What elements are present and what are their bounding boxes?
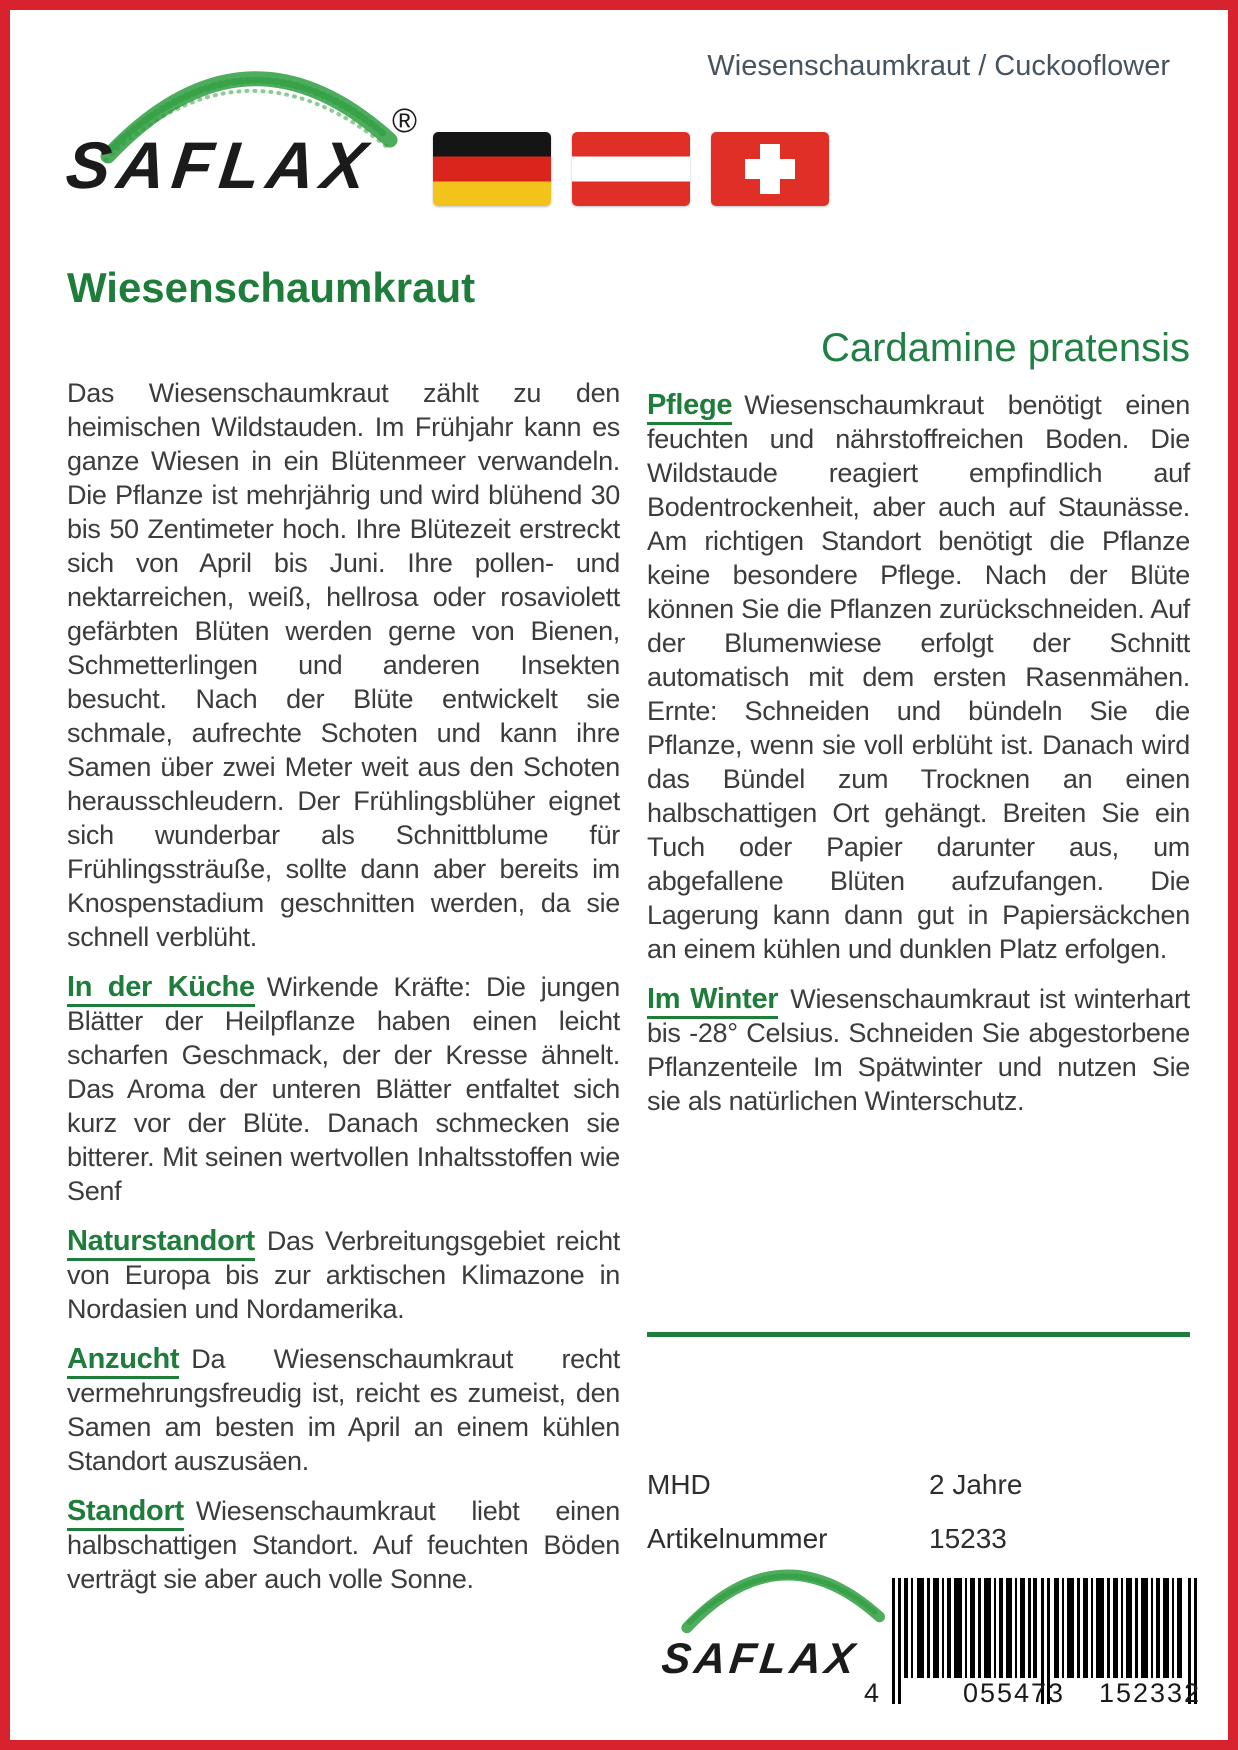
swiss-cross-horizontal: [745, 159, 795, 179]
section-text: Das Verbreitungsgebiet reicht von Europa bis zur arktischen Klimazone in Nordasien und Nordamerika.: [67, 1226, 620, 1324]
section-im-winter: [647, 982, 1190, 1118]
registered-trademark: ®: [392, 102, 418, 140]
section-text: Wiesenschaumkraut liebt einen halbschattigen Standort. Auf feuchten Böden verträgt sie aber auch volle Sonne.: [67, 1496, 620, 1594]
intro-paragraph: Das Wiesenschaumkraut zählt zu den heimischen Wildstauden. Im Frühjahr kann es ganze Wiesen in ein Blütenmeer verwandeln. Die Pflanze ist mehrjährig und wird blühend 30 bis 50 Zentimeter hoch. Ihre Blütezeit erstreckt sich von April bis Juni. Ihre pollen- und nektarreichen, weiß, hellrosa oder rosaviolett gefärbten Blüten werden gerne von Bienen, Schmetterlingen und anderen Insekten besucht. Nach der Blüte entwickelt sie schmale, aufrechte Schoten und kann ihre Samen über zwei Meter weit aus den Schoten herausschleudern. Der Frühlingsblüher eignet sich wunderbar als Schnittblume für Frühlingssträuße, sollte dann aber bereits im Knospenstadium geschnitten werden, da sie schnell verblüht.: [67, 378, 620, 952]
mhd-value: 2 Jahre: [929, 1469, 1023, 1500]
mhd-row: [647, 1468, 1190, 1501]
brand-wordmark: SAFLAX: [659, 1635, 862, 1683]
section-in-der-kueche: [67, 970, 620, 1208]
section-standort: [67, 1494, 620, 1596]
austria-flag-icon: [572, 132, 690, 206]
section-heading: Naturstandort: [67, 1225, 255, 1261]
article-number-value: 15233: [929, 1523, 1007, 1554]
section-anzucht: [67, 1342, 620, 1478]
section-text: Da Wiesenschaumkraut recht vermehrungsfreudig ist, reicht es zumeist, den Samen am besten im April an einem kühlen Standort auszusäen.: [67, 1344, 620, 1476]
left-column: [67, 376, 620, 1612]
section-heading: In der Küche: [67, 971, 255, 1007]
section-text: Wiesenschaumkraut ist winterhart bis -28° Celsius. Schneiden Sie abgestorbene Pflanzenteile Im Spätwinter und nutzen Sie sie als natürlichen Winterschutz.: [647, 984, 1190, 1116]
saflax-logo: [57, 28, 417, 228]
ean-barcode: [856, 1578, 1202, 1728]
barcode-digits-group2: 152332: [1098, 1678, 1202, 1708]
green-divider-line: [647, 1332, 1190, 1337]
article-number-row: [647, 1522, 1190, 1555]
section-naturstandort: [67, 1224, 620, 1326]
germany-flag-icon: [433, 132, 551, 206]
mhd-label: MHD: [647, 1469, 711, 1500]
botanical-name: Cardamine pratensis: [820, 326, 1190, 370]
right-column: [647, 326, 1190, 1134]
section-pflege: [647, 388, 1190, 966]
section-heading: Im Winter: [647, 983, 778, 1019]
article-number-label: Artikelnummer: [647, 1523, 828, 1554]
section-text: Wiesenschaumkraut benötigt einen feuchten und nährstoffreichen Boden. Die Wildstaude reagiert empfindlich auf Bodentrockenheit, aber auch auf Staunässe. Am richtigen Standort benötigt die Pflanze keine besondere Pflege. Nach der Blüte können Sie die Pflanzen zurückschneiden. Auf der Blumenwiese erfolgt der Schnitt automatisch mit dem ersten Rasenmähen. Ernte: Schneiden und bündeln Sie die Pflanze, wenn sie voll erblüht ist. Danach wird das Bündel zum Trocknen an einen halbschattigen Ort gehängt. Breiten Sie ein Tuch oder Papier darunter aus, um abgefallene Blüten aufzufangen. Die Lagerung kann dann gut in Papiersäckchen an einem kühlen und dunklen Platz erfolgen.: [647, 390, 1190, 964]
section-heading: Standort: [67, 1495, 184, 1531]
country-flags: [433, 132, 829, 206]
section-text: Wirkende Kräfte: Die jungen Blätter der Heilpflanze haben einen leicht scharfen Geschmack, der der Kresse ähnelt. Das Aroma der unteren Blätter entfaltet sich kurz vor der Blüte. Danach schmecken sie bitterer. Mit seinen wertvollen Inhaltsstoffen wie Senf: [67, 972, 620, 1206]
barcode-digits-group1: 055473: [962, 1678, 1066, 1708]
section-heading: Pflege: [647, 389, 732, 425]
section-heading: Anzucht: [67, 1343, 179, 1379]
switzerland-flag-icon: [711, 132, 829, 206]
page-title: Wiesenschaumkraut: [67, 264, 476, 311]
product-name-bilingual: Wiesenschaumkraut / Cuckooflower: [707, 50, 1170, 82]
barcode-digit-left: 4: [864, 1678, 882, 1708]
brand-wordmark: SAFLAX: [62, 128, 378, 202]
logo-arc-icon: [680, 1552, 885, 1638]
